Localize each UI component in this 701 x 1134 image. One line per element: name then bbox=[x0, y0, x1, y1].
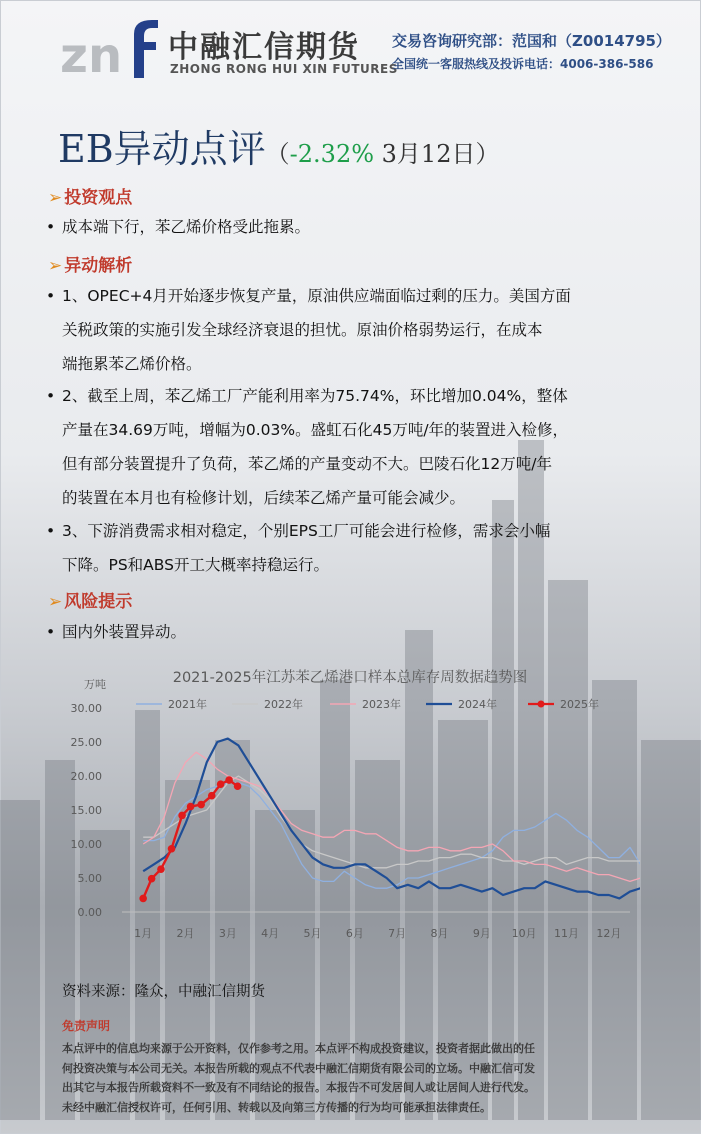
y-tick-label: 30.00 bbox=[70, 702, 102, 715]
x-tick-label: 1月 bbox=[134, 927, 153, 940]
company-logo-icon bbox=[60, 12, 160, 82]
data-point bbox=[234, 782, 242, 790]
data-source: 资料来源：隆众，中融汇信期货 bbox=[62, 984, 265, 1000]
chart-ylabel: 万吨 bbox=[84, 678, 106, 691]
company-name-en: ZHONG RONG HUI XIN FUTURES bbox=[170, 62, 398, 76]
y-tick-label: 25.00 bbox=[70, 736, 102, 749]
hotline-line: 全国统一客服热线及投诉电话：4006-386-586 bbox=[392, 57, 654, 71]
disclaimer-title: 免责声明 bbox=[62, 1019, 111, 1033]
data-point bbox=[208, 792, 216, 800]
legend-label: 2022年 bbox=[264, 698, 303, 711]
disclaimer-text: 本点评中的信息均来源于公开资料，仅作参考之用。本点评不构成投资建议，投资者据此做出的任 何投资决策与本公司无关。本报告所载的观点不代表中融汇信期货有限公司的立场。中融汇信可发 出其它与本报告所载资料不一致及有不同结论的报告。本报告不可发居间人或让居间人进行代发。 未经中融汇信授权许可，任何引用、转载以及向第三方传播的行为均可能承担法律责任。 bbox=[62, 1042, 535, 1114]
title-open-paren: （ bbox=[265, 140, 290, 168]
data-point bbox=[187, 803, 195, 811]
x-tick-label: 8月 bbox=[430, 927, 449, 940]
x-tick-label: 10月 bbox=[511, 927, 537, 940]
x-tick-label: 4月 bbox=[261, 927, 280, 940]
y-tick-label: 0.00 bbox=[77, 906, 102, 919]
title-main: EB异动点评 bbox=[58, 127, 266, 171]
x-tick-label: 12月 bbox=[596, 927, 622, 940]
section-analysis-heading: ➢ 异动解析 bbox=[48, 256, 133, 276]
arrow-icon: ➢ bbox=[48, 256, 63, 276]
legend-label: 2025年 bbox=[560, 698, 599, 711]
company-name-cn: 中融汇信期货 bbox=[168, 30, 360, 65]
data-point bbox=[217, 780, 225, 788]
series-line-2021年 bbox=[143, 783, 640, 888]
y-tick-label: 15.00 bbox=[70, 804, 102, 817]
list-item: • 2、截至上周，苯乙烯工厂产能利用率为75.74%，环比增加0.04%，整体 产量在34.69万吨，增幅为0.03%。盛虹石化45万吨/年的装置进入检修， 但有部分装置提升了负荷，苯乙烯的产量变动不大。巴陵石化12万吨/年 的装置在本月也有检修计划，后续苯乙烯产量可能会减少。 bbox=[46, 387, 569, 507]
legend-label: 2024年 bbox=[458, 698, 497, 711]
x-tick-label: 5月 bbox=[303, 927, 322, 940]
legend-label: 2021年 bbox=[168, 698, 207, 711]
x-tick-label: 6月 bbox=[345, 927, 364, 940]
arrow-icon: ➢ bbox=[48, 188, 63, 208]
x-tick-label: 7月 bbox=[388, 927, 407, 940]
section-view-heading: ➢ 投资观点 bbox=[48, 188, 133, 208]
list-item: • 成本端下行，苯乙烯价格受此拖累。 bbox=[46, 218, 311, 236]
legend-label: 2023年 bbox=[362, 698, 401, 711]
y-tick-label: 10.00 bbox=[70, 838, 102, 851]
y-tick-label: 5.00 bbox=[77, 872, 102, 885]
chart-title: 2021-2025年江苏苯乙烯港口样本总库存周数据趋势图 bbox=[172, 670, 528, 686]
list-item: • 1、OPEC+4月开始逐步恢复产量，原油供应端面临过剩的压力。美国方面 关税政策的实施引发全球经济衰退的担忧。原油价格弱势运行，在成本 端拖累苯乙烯价格。 bbox=[46, 287, 571, 373]
section-risk-heading: ➢ 风险提示 bbox=[48, 592, 133, 612]
data-point bbox=[157, 865, 165, 873]
page-title bbox=[58, 118, 499, 173]
data-point bbox=[168, 845, 176, 853]
inventory-trend-chart bbox=[60, 652, 640, 952]
x-tick-label: 2月 bbox=[176, 927, 195, 940]
data-point bbox=[225, 776, 233, 784]
list-item: • 3、下游消费需求相对稳定，个别EPS工厂可能会进行检修，需求会小幅 下降。PS和ABS开工大概率持稳运行。 bbox=[46, 522, 551, 574]
legend-marker bbox=[538, 701, 545, 708]
title-date: 3月12日） bbox=[374, 140, 500, 168]
series-line-2024年 bbox=[143, 739, 640, 899]
svg-text:zn: zn bbox=[60, 28, 123, 82]
data-point bbox=[197, 801, 205, 809]
data-point bbox=[139, 895, 147, 903]
x-tick-label: 3月 bbox=[218, 927, 237, 940]
series-line-2023年 bbox=[143, 752, 640, 881]
x-tick-label: 9月 bbox=[472, 927, 491, 940]
list-item: • 国内外装置异动。 bbox=[46, 623, 187, 641]
data-point bbox=[148, 875, 156, 883]
data-point bbox=[178, 812, 186, 820]
x-tick-label: 11月 bbox=[554, 927, 579, 940]
y-tick-label: 20.00 bbox=[70, 770, 102, 783]
arrow-icon: ➢ bbox=[48, 592, 63, 612]
title-change-pct: -2.32% bbox=[289, 140, 375, 168]
research-dept-line: 交易咨询研究部：范国和（Z0014795） bbox=[392, 32, 671, 50]
